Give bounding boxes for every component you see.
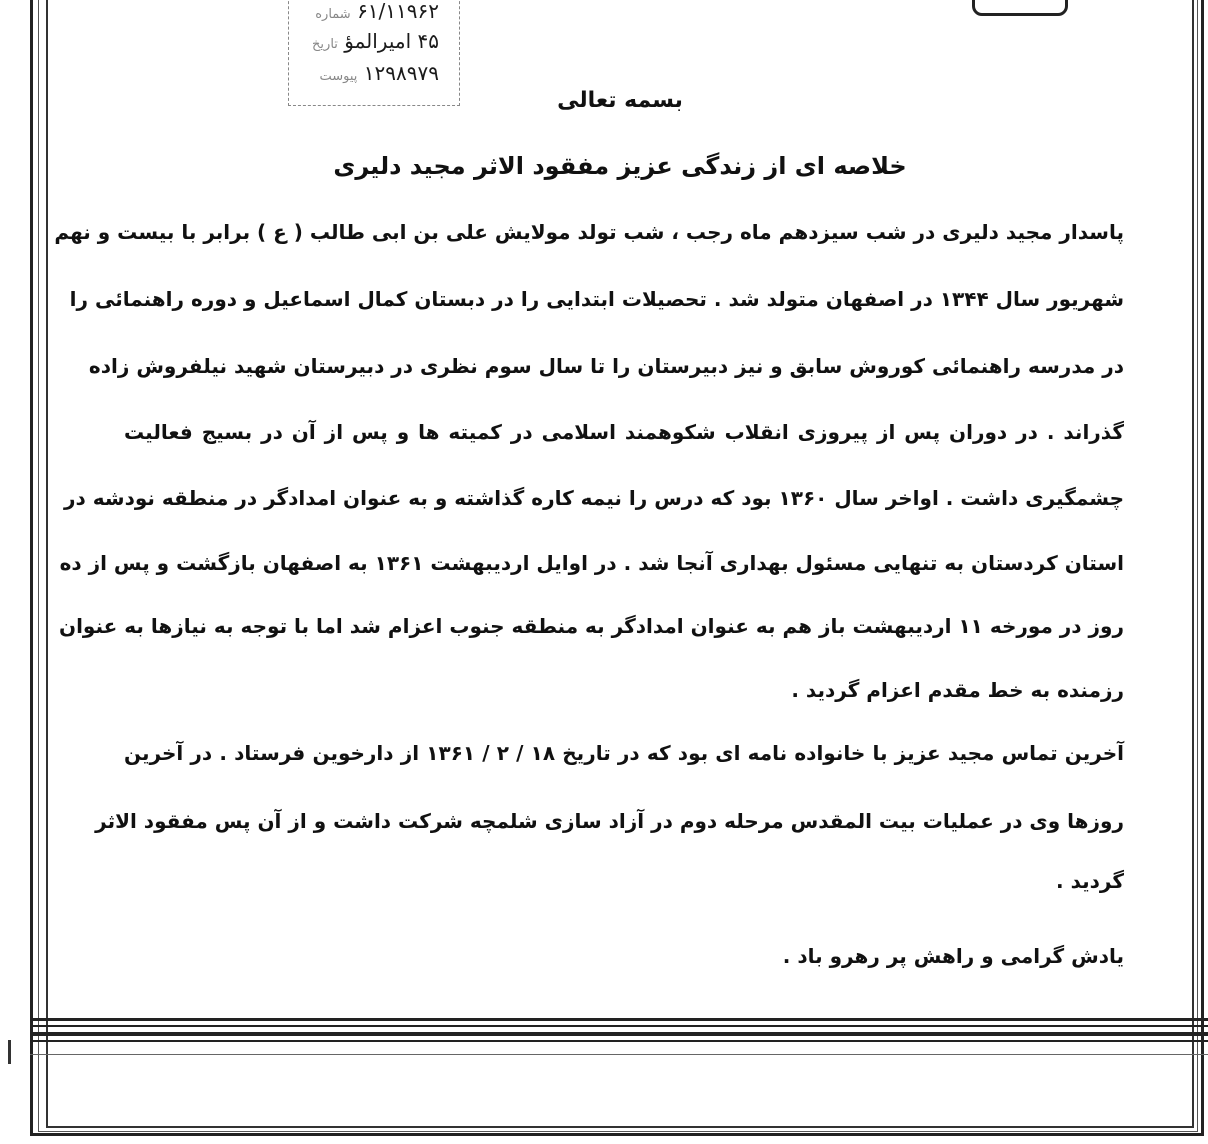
body-line: گذراند . در دوران پس از پیروزی انقلاب شکوهمند اسلامی در کمیته ها و پس از آن در بسیج فعالیت [124,420,1124,444]
footer-rule [30,1040,1208,1042]
body-line: چشمگیری داشت . اواخر سال ۱۳۶۰ بود که درس را نیمه کاره گذاشته و به عنوان امدادگر در منطقه نودشه در [64,486,1124,510]
margin-mark [8,1040,11,1064]
stamp-label-attachment: پیوست [319,69,358,84]
stamp-attachment-line [314,61,439,85]
body-line: در مدرسه راهنمائی کوروش سابق و نیز دبیرستان را تا سال سوم نظری در دبیرستان شهید نیلفروش زاده [88,354,1124,378]
stamp-number: ۶۱/۱۱۹۶۲ [357,0,439,23]
body-line: پاسدار مجید دلیری در شب سیزدهم ماه رجب ، شب تولد مولایش علی بن ابی طالب ( ع ) برابر با بیست و نهم [54,220,1124,244]
footer-rule [30,1054,1208,1055]
footer-rule [30,1018,1208,1021]
footer-rule [30,1025,1208,1027]
stamp-label-date: تاریخ [312,37,338,52]
body-line: روزها وی در عملیات بیت المقدس مرحله دوم در آزاد سازی شلمچه شرکت داشت و از آن پس مفقود الاثر [95,809,1124,833]
body-line: روز در مورخه ۱۱ اردیبهشت باز هم به عنوان امدادگر به منطقه جنوب اعزام شد اما با توجه به نیازها به عنوان [59,614,1124,638]
stamp-label-number: شماره [315,7,351,22]
stamp-date: ۴۵ امیرالمؤ [344,29,439,53]
invocation-heading: بسمه تعالی [557,88,683,113]
body-line: آخرین تماس مجید عزیز با خانواده نامه ای بود که در تاریخ ۱۸ / ۲ / ۱۳۶۱ از دارخوین فرستاد . در آخرین [124,741,1125,765]
stamp-attachment: ۱۲۹۸۹۷۹ [363,61,439,85]
body-line: استان کردستان به تنهایی مسئول بهداری آنجا شد . در اوایل اردیبهشت ۱۳۶۱ به اصفهان بازگشت و پس از ده [59,551,1124,575]
stamp-number-line [309,0,439,23]
corner-stamp [972,0,1068,16]
footer-rule [30,1032,1208,1036]
document-title: خلاصه ای از زندگی عزیز مفقود الاثر مجید دلیری [333,152,907,180]
closing-line: یادش گرامی و راهش پر رهرو باد . [782,944,1124,968]
stamp-date-line [306,29,439,53]
body-line: گردید . [1056,869,1124,893]
body-line: شهریور سال ۱۳۴۴ در اصفهان متولد شد . تحصیلات ابتدایی را در دبستان کمال اسماعیل و دوره راهنمائی را [69,287,1124,311]
body-line: رزمنده به خط مقدم اعزام گردید . [791,678,1124,702]
